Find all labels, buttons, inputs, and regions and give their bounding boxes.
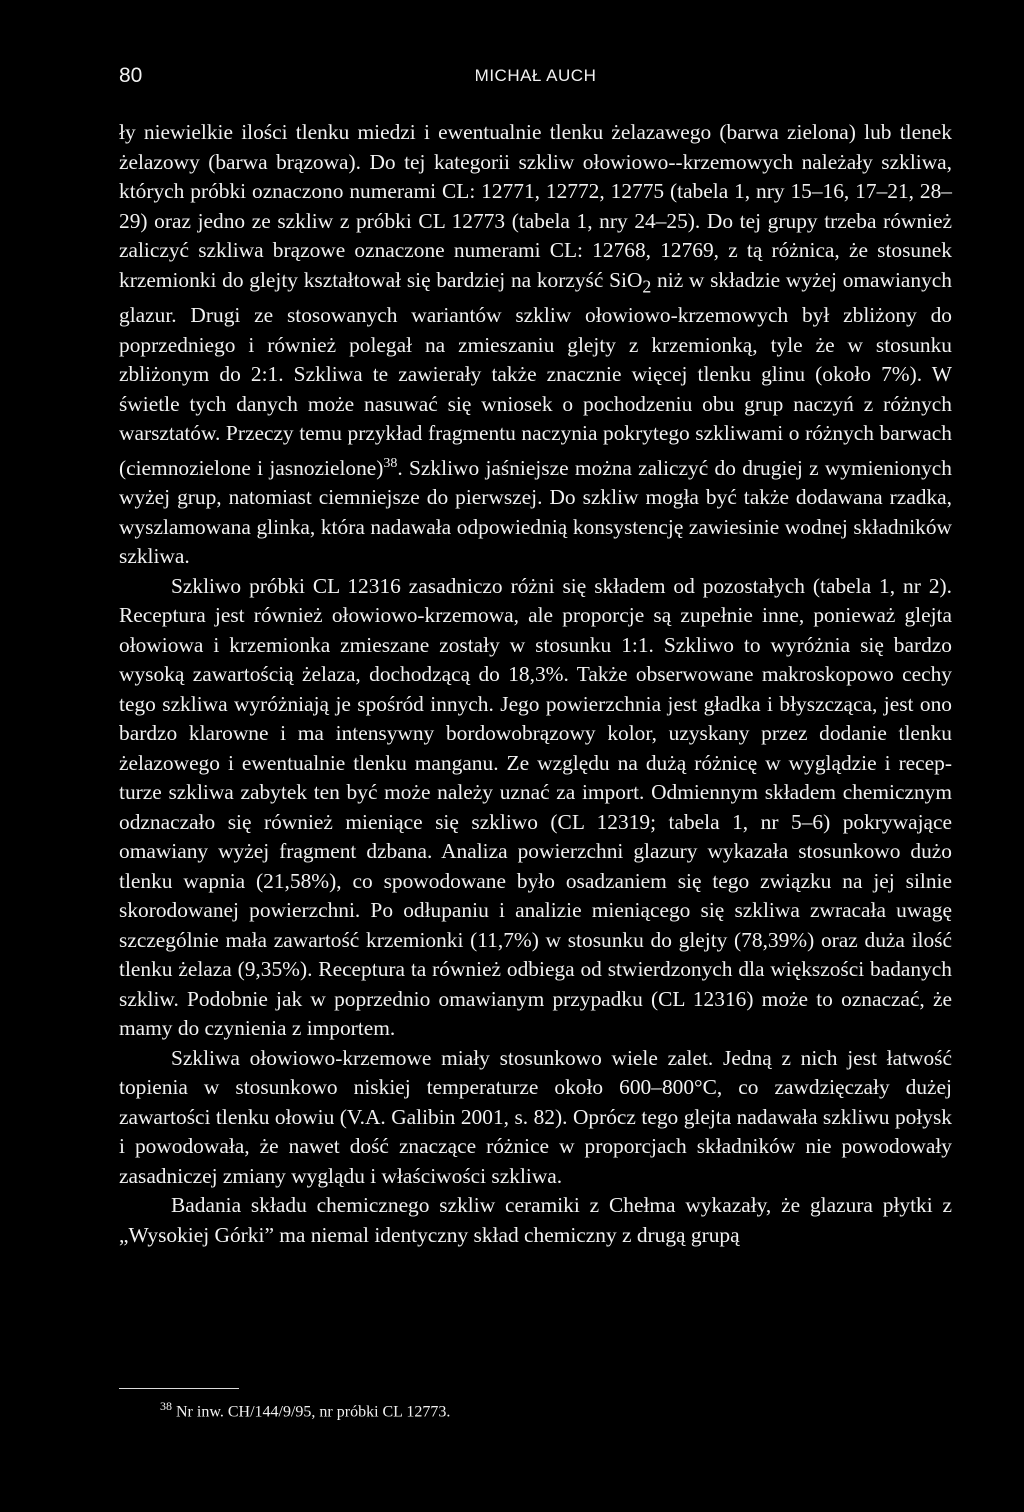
footnote-separator	[119, 1388, 239, 1389]
paragraph	[119, 118, 952, 572]
paragraph	[119, 572, 952, 1044]
footnote-reference: 38	[383, 455, 398, 471]
footnote-text: Nr inw. CH/144/9/95, nr próbki CL 12773.	[176, 1403, 451, 1421]
paragraph-text: ły niewielkie ilości tlenku miedzi i ewentualnie tlenku żelazawego (barwa zielona) lub tlenek żelazowy (barwa brązowa). Do tej kategorii szkliw ołowiowo--krzemowych należały szkliwa, których próbki oznaczono numerami CL: 12771, 12772, 12775 (tabela 1, nry 15–16, 17–21, 28–29) oraz jedno ze szkliw z próbki CL 12773 (tabela 1, nry 24–25). Do tej grupy trzeba również zaliczyć szkliwa brązowe oznaczone numerami CL: 12768, 12769, z tą różnica, że stosunek krzemionki do glejty kształtował się bardziej na korzyść SiO	[119, 120, 952, 292]
subscript: 2	[642, 275, 652, 296]
footnote	[160, 1396, 450, 1422]
body-text	[119, 118, 952, 1250]
paragraph	[119, 1191, 952, 1250]
paragraph-text: . Szkliwo jaśniejsze można zaliczyć do drugiej z wymienionych wyżej grup, natomiast ciemniejsze do pierwszej. Do szkliw mogła być także dodawana rzadka, wyszlamowana glinka, która nadawała odpowiednią konsystencję zawiesinie wodnej składników szkliwa.	[119, 455, 952, 569]
running-head: MICHAŁ AUCH	[474, 66, 597, 85]
page-number: 80	[119, 64, 143, 87]
paragraph-text: Szkliwo próbki CL 12316 zasadniczo różni się składem od pozostałych (tabela 1, nr 2). Receptura jest również ołowiowo-krzemowa, ale proporcje są zupełnie inne, ponieważ glejta ołowiowa i krzemionka zmieszane zostały w stosunku 1:1. Szkliwo to wyróżnia się bardzo wysoką zawartością żelaza, dochodzącą do 18,3%. Także obserwowane makroskopowo cechy tego szkliwa wyróżniają je spośród innych. Jego powierzchnia jest gładka i błyszcząca, jest ono bardzo klarowne i ma intensywny bordowobrązowy kolor, uzyskany przez dodanie tlenku żelazowego i ewentualnie tlenku manganu. Ze względu na dużą różnicę w wyglądzie i recepturze szkliwa zabytek ten być może należy uznać za import. Odmiennym składem chemicznym odznaczało się również mieniące się szkliwo (CL 12319; tabela 1, nr 5–6) pokrywające omawiany wyżej fragment dzbana. Analiza powierzchni glazury wykazała stosunkowo dużo tlenku wapnia (21,58%), co spowodowane było osadzaniem się tego związku na jej silnie skorodowanej powierzchni. Po odłupaniu i analizie mieniącego się szkliwa zwracała uwagę szczególnie mała zawartość krzemionki (11,7%) w stosunku do glejty (78,39%) oraz duża ilość tlenku żelaza (9,35%). Receptura ta również odbiega od stwierdzonych dla większości badanych szkliw. Podobnie jak w poprzednio omawianym przypadku (CL 12316) może to oznaczać, że mamy do czynienia z importem.	[119, 573, 952, 1041]
footnote-number: 38	[160, 1399, 172, 1413]
paragraph-text: Szkliwa ołowiowo-krzemowe miały stosunkowo wiele zalet. Jedną z nich jest łatwość topienia w stosunkowo niskiej temperaturze około 600–800°C, co zawdzięczały dużej zawartości tlenku ołowiu (V.A. Galibin 2001, s. 82). Oprócz tego glejta nadawała szkliwu połysk i powodowała, że nawet dość znaczące różnice w proporcjach składników nie powodowały zasadniczej zmiany wyglądu i właściwości szkliwa.	[119, 1045, 952, 1188]
paragraph-text: Badania składu chemicznego szkliw ceramiki z Chełma wykazały, że glazura płytki z „Wysokiej Górki” ma niemal identyczny skład chemiczny z drugą grupą	[119, 1193, 952, 1247]
paragraph-text: niż w składzie wyżej omawianych glazur. Drugi ze stosowanych wariantów szkliw ołowiowo-krzemowych był zbliżony do poprzedniego i również polegał na zmieszaniu glejty z krzemionką, tyle że w stosunku zbliżonym do 2:1. Szkliwa te zawierały także znacznie więcej tlenku glinu (około 7%). W świetle tych danych może nasuwać się wniosek o pochodzeniu obu grup naczyń z różnych warsztatów. Przeczy temu przykład fragmentu naczynia pokrytego szkliwami o różnych barwach (ciemnozielone i jasnozielone)	[119, 267, 952, 480]
paragraph	[119, 1044, 952, 1192]
page-header	[119, 64, 952, 94]
